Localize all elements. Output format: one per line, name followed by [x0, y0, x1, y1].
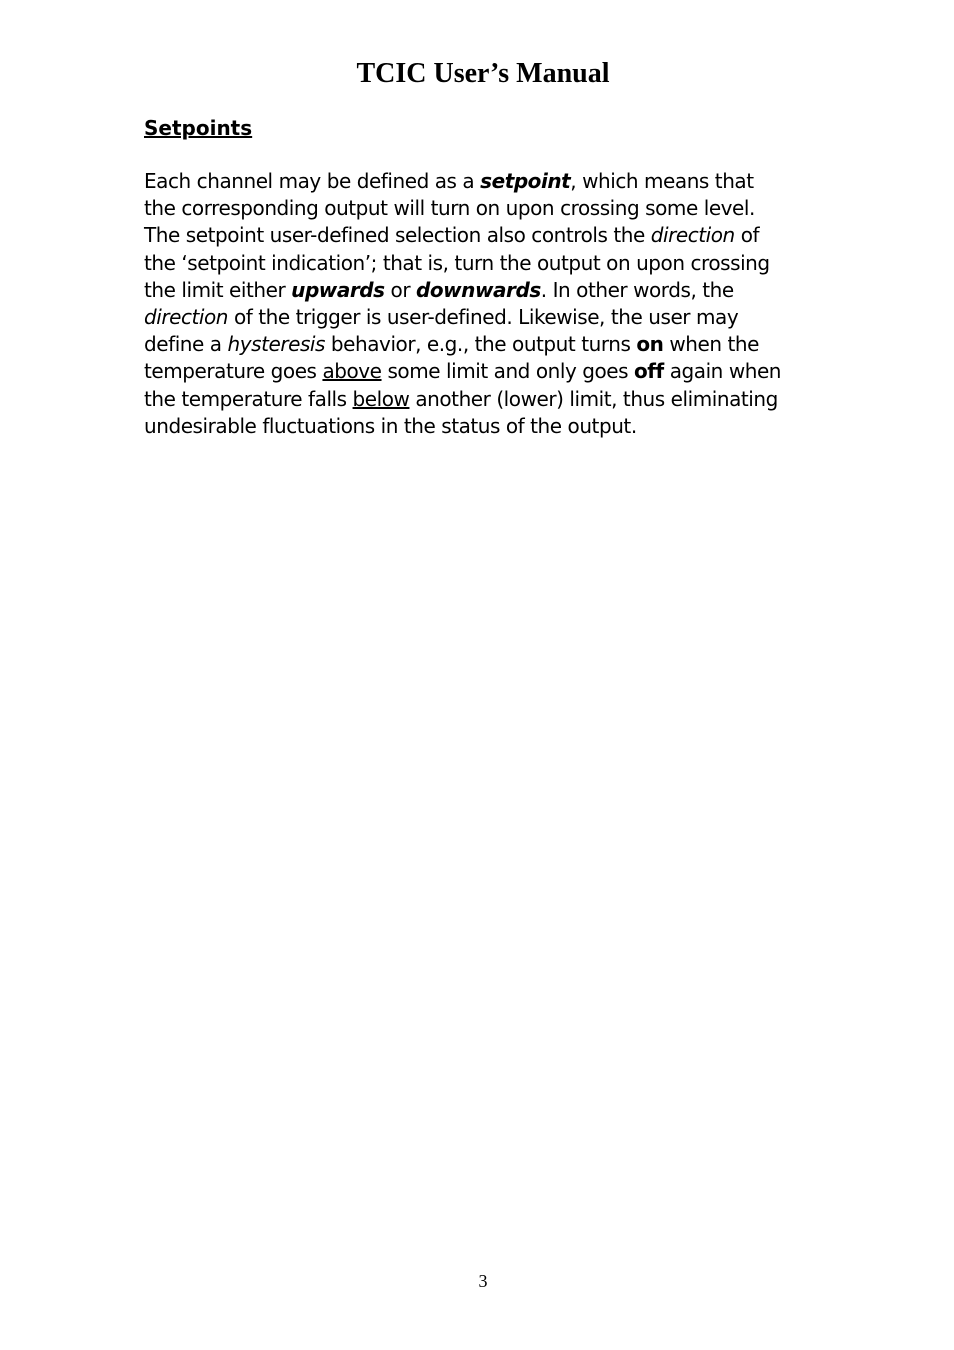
term-upwards: upwards [291, 277, 385, 302]
text-run: or [384, 277, 416, 302]
text-run: . In other words, the [540, 277, 734, 302]
text-run: The setpoint user-defined selection also controls the [144, 223, 651, 248]
section-heading: Setpoints [144, 116, 253, 140]
paragraph-line: the corresponding output will turn on upon crossing some level. [144, 196, 755, 221]
page-number: 3 [478, 1271, 488, 1291]
text-run: the temperature falls [144, 386, 353, 411]
text-run: temperature goes [144, 359, 323, 384]
text-run: again when [663, 359, 782, 384]
term-setpoint: setpoint [480, 169, 571, 193]
paragraph-line [144, 331, 824, 358]
text-run: of the trigger is user-defined. Likewise, the user may [228, 305, 739, 330]
term-downwards: downwards [416, 277, 541, 302]
text-run: behavior, e.g., the output turns [325, 332, 637, 357]
paragraph-line [144, 168, 824, 195]
text-run: the limit either [144, 277, 292, 302]
term-on: on [636, 332, 664, 357]
term-direction: direction [144, 305, 229, 330]
text-run: Each channel may be defined as a [144, 169, 481, 193]
section-paragraph [144, 168, 824, 440]
paragraph-line: the ‘setpoint indication’; that is, turn the output on upon crossing [144, 250, 770, 275]
paragraph-line [144, 386, 824, 413]
term-hysteresis: hysteresis [227, 332, 326, 357]
text-run: when the [663, 332, 759, 357]
page-title: TCIC User’s Manual [356, 58, 610, 89]
text-run: , which means that [570, 169, 754, 193]
paragraph-line: undesirable fluctuations in the status of the output. [144, 413, 637, 438]
paragraph-line [144, 304, 824, 331]
text-run: some limit and only goes [381, 359, 635, 384]
paragraph-line [144, 358, 824, 385]
text-run: another (lower) limit, thus eliminating [409, 386, 778, 411]
term-direction: direction [650, 223, 735, 248]
text-run: define a [144, 332, 228, 357]
text-run: of [734, 223, 760, 248]
term-off: off [634, 359, 664, 384]
paragraph-line [144, 222, 824, 249]
term-above: above [322, 359, 382, 384]
paragraph-line [144, 277, 824, 304]
term-below: below [352, 386, 410, 411]
